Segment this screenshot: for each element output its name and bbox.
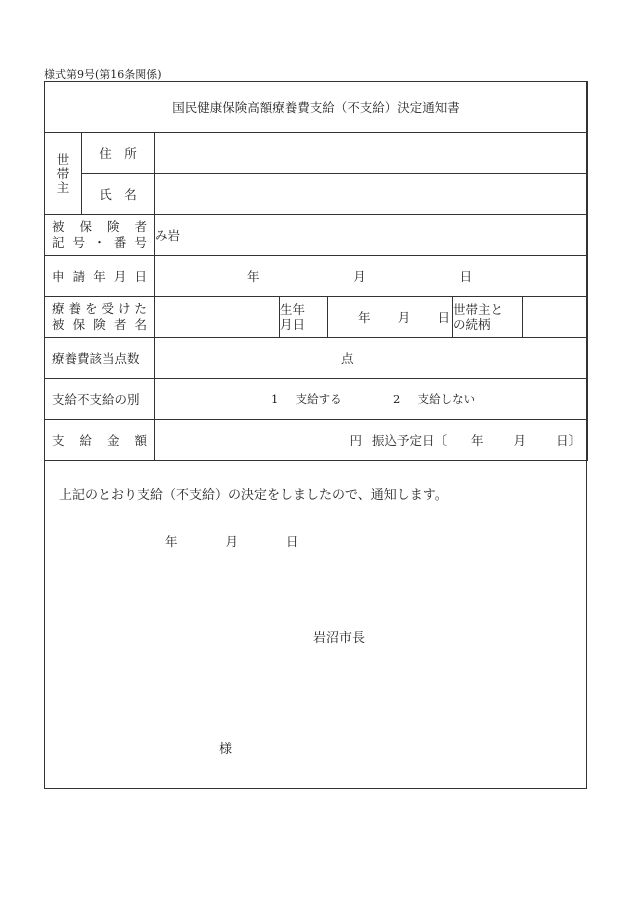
notice-month: 月 <box>225 534 238 549</box>
recipient-honorific: 様 <box>219 742 233 757</box>
notice-message: 上記のとおり支給（不支給）の決定をしましたので、通知します。 <box>59 488 448 503</box>
patient-name-field[interactable] <box>155 297 280 338</box>
name-label: 氏 名 <box>82 174 155 215</box>
patient-label <box>45 297 155 338</box>
head-of-household-label <box>45 133 82 215</box>
insured-label-line2: 記 号 ・ 番 号 <box>52 235 147 250</box>
head-label-char-2: 帯 <box>56 165 70 181</box>
insured-label <box>45 215 155 256</box>
payment-type-field[interactable] <box>155 379 588 420</box>
notice-day: 日 <box>285 534 299 549</box>
amount-label: 支 給 金 額 <box>45 420 155 461</box>
notice-form <box>44 81 587 789</box>
form-table <box>44 81 588 461</box>
points-label: 療養費該当点数 <box>45 338 155 379</box>
application-year: 年 <box>247 269 260 284</box>
transfer-date-label: 振込予定日 <box>372 433 435 448</box>
birth-date-field[interactable] <box>328 297 453 338</box>
birth-month: 月 <box>397 310 411 325</box>
transfer-month: 月 <box>513 433 527 448</box>
transfer-day: 日 <box>556 433 569 448</box>
address-label: 住 所 <box>82 133 155 174</box>
issuer-name: 岩沼市長 <box>313 631 366 646</box>
head-label-char-1: 世 <box>56 151 70 167</box>
birth-year: 年 <box>358 310 371 325</box>
bracket-close: 〕 <box>568 433 582 448</box>
points-unit: 点 <box>341 351 354 366</box>
head-label-char-3: 主 <box>56 179 70 195</box>
insured-label-line1: 被 保 険 者 <box>52 219 147 234</box>
option-2-label: 支給しない <box>417 392 476 406</box>
birth-day: 日 <box>437 310 450 325</box>
relation-field[interactable] <box>523 297 588 338</box>
transfer-year: 年 <box>471 433 484 448</box>
insured-number-field[interactable]: み岩 <box>155 215 588 256</box>
patient-label-line2: 被 保 険 者 名 <box>52 317 147 332</box>
points-field[interactable] <box>155 338 588 379</box>
option-1-number: 1 <box>271 392 279 406</box>
payment-type-label: 支給不支給の別 <box>45 379 155 420</box>
option-2-number: 2 <box>392 392 401 406</box>
application-month: 月 <box>353 269 366 284</box>
option-1-label: 支給する <box>295 392 342 406</box>
patient-label-line1: 療 養 を 受 け た <box>52 301 147 316</box>
name-field[interactable] <box>155 174 588 215</box>
application-date-field[interactable] <box>155 256 588 297</box>
form-number: 様式第9号(第16条関係) <box>44 68 162 81</box>
relation-label: 世帯主と の続柄 <box>453 297 523 338</box>
notice-year: 年 <box>165 534 178 549</box>
bracket-open: 〔 <box>434 433 448 448</box>
amount-field[interactable] <box>155 420 588 461</box>
application-date-label: 申 請 年 月 日 <box>45 256 155 297</box>
form-title: 国民健康保険高額療養費支給（不支給）決定通知書 <box>45 82 588 133</box>
application-day: 日 <box>459 269 473 284</box>
amount-yen: 円 <box>349 433 362 448</box>
birth-date-label: 生年 月日 <box>280 297 328 338</box>
address-field[interactable] <box>155 133 588 174</box>
notice-date <box>165 532 298 550</box>
